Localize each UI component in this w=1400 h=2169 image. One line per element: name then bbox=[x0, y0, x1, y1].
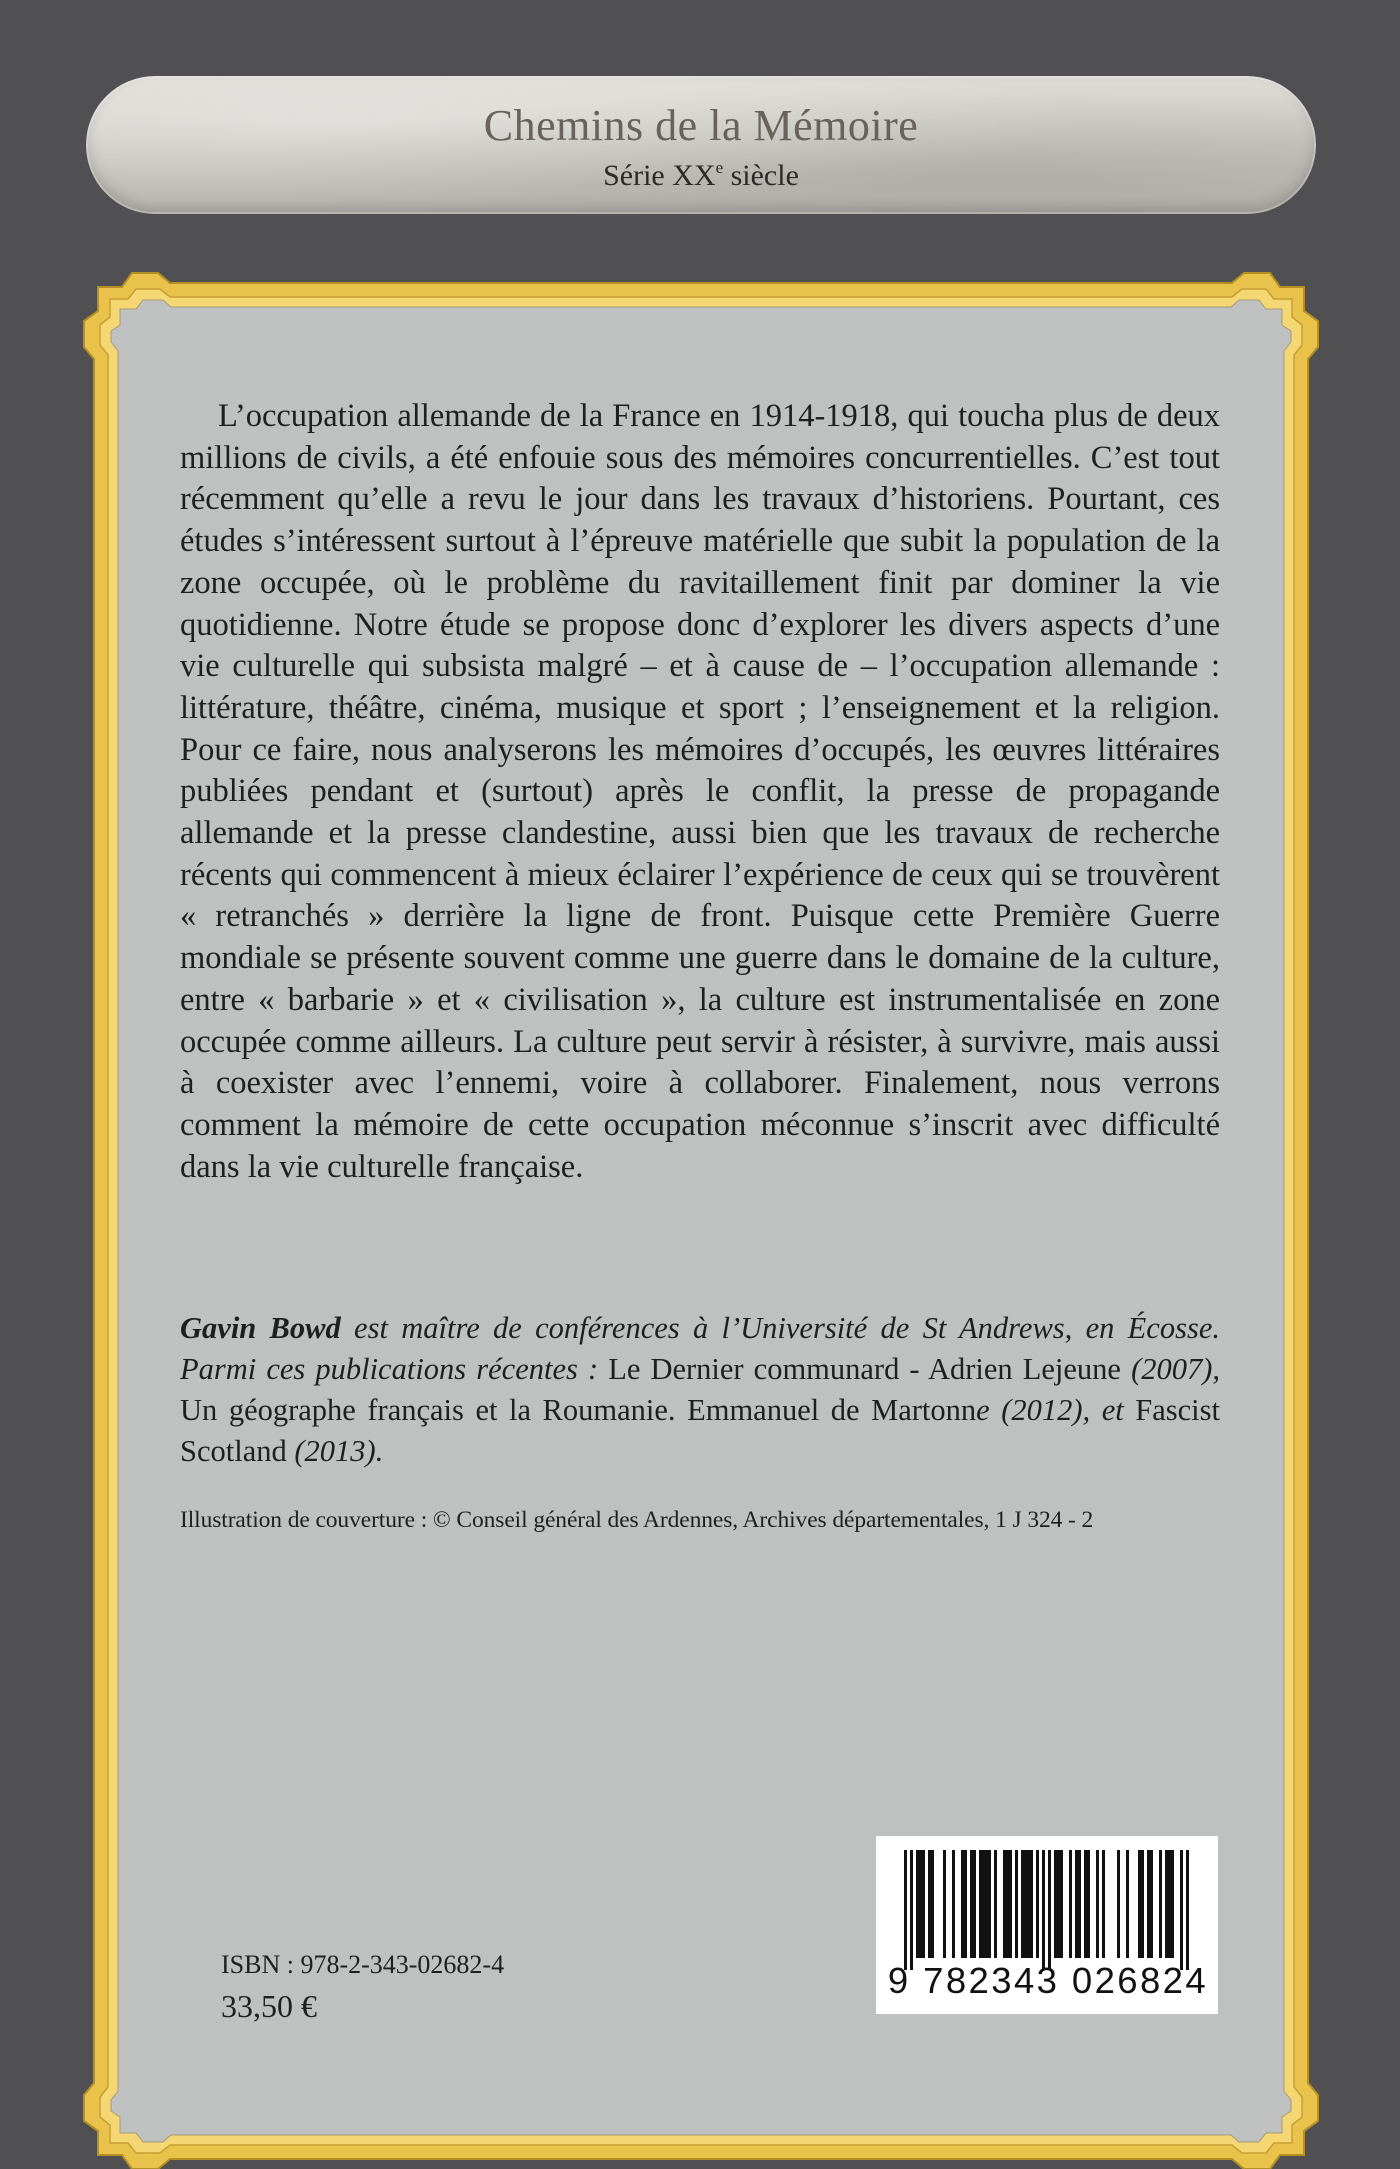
barcode-bar bbox=[982, 1850, 985, 1958]
barcode-bar bbox=[952, 1850, 955, 1958]
book-summary: L’occupation allemande de la France en 1914-1918, qui toucha plus de deux millions de civils, a été enfouie sous des mémoires concurrentielles. C’est tout récemment qu’elle a revu le jour dans les travaux d’historiens. Pourtant, ces études s’intéressent surtout à l’épreuve matérielle que subit la population de la zone occupée, où le problème du ravitaillement finit par dominer la vie quotidienne. Notre étude se propose donc d’explorer les divers aspects d’une vie culturelle qui subsista malgré – et à cause de – l’occupation allemande : littérature, théâtre, cinéma, musique et sport ; l’enseignement et la religion. Pour ce faire, nous analyserons les mémoires d’occupés, les œuvres littéraires publiées pendant et (surtout) après le conflit, la presse de propagande allemande et la presse clandestine, aussi bien que les travaux de recherche récents qui commencent à mieux éclairer l’expérience de ceux qui se trouvèrent « retranchés » derrière la ligne de front. Puisque cette Première Guerre mondiale se présente souvent comme une guerre dans le domaine de la culture, entre « barbarie » et « civilisation », la culture est instrumentalisée en zone occupée comme ailleurs. La culture peut servir à résister, à survivre, mais aussi à coexister avec l’ennemi, voire à collaborer. Finalement, nous verrons comment la mémoire de cette occupation méconnue s’inscrit avec difficulté dans la vie culturelle française. bbox=[180, 398, 1220, 1185]
barcode-bar bbox=[931, 1850, 934, 1958]
barcode-bar bbox=[1036, 1850, 1039, 1958]
barcode-bar bbox=[979, 1850, 982, 1958]
barcode-bar bbox=[1150, 1850, 1153, 1958]
series-subtitle-suffix: siècle bbox=[723, 159, 799, 192]
barcode-bar bbox=[1102, 1850, 1105, 1958]
author-name: Gavin Bowd bbox=[180, 1311, 341, 1345]
barcode-bar bbox=[910, 1850, 913, 1970]
barcode-bar bbox=[1096, 1850, 1099, 1958]
barcode-bar bbox=[904, 1850, 907, 1970]
barcode-bar bbox=[1060, 1850, 1063, 1958]
book-title-2: Un géographe français et la Roumanie. Emmanuel de Marton bbox=[180, 1393, 961, 1427]
barcode-bar bbox=[970, 1850, 973, 1958]
author-role: est maître de conférences à l’Université de St Andrews, en Écosse. bbox=[340, 1311, 1220, 1345]
barcode-bar bbox=[1027, 1850, 1030, 1958]
book-year-1: (2007), bbox=[1120, 1352, 1221, 1386]
barcode bbox=[876, 1836, 1218, 2014]
barcode-bar bbox=[1069, 1850, 1072, 1958]
book-title-2-end: n bbox=[960, 1393, 977, 1427]
barcode-bar bbox=[1042, 1850, 1045, 1970]
barcode-bar bbox=[961, 1850, 964, 1958]
series-subtitle bbox=[86, 158, 1316, 193]
book-year-2: e (2012), et bbox=[976, 1393, 1136, 1427]
barcode-bar bbox=[985, 1850, 988, 1958]
barcode-bar bbox=[1159, 1850, 1162, 1958]
barcode-bar bbox=[1147, 1850, 1150, 1958]
barcode-bar bbox=[922, 1850, 925, 1958]
barcode-bar bbox=[1138, 1850, 1141, 1958]
series-banner bbox=[86, 76, 1316, 214]
barcode-bar bbox=[1165, 1850, 1168, 1958]
barcode-bar bbox=[1084, 1850, 1087, 1958]
publications-intro: Parmi ces publications récentes : bbox=[180, 1352, 609, 1386]
barcode-bar bbox=[1180, 1850, 1183, 1970]
barcode-bar bbox=[1117, 1850, 1120, 1958]
barcode-bar bbox=[916, 1850, 919, 1958]
barcode-bar bbox=[928, 1850, 931, 1958]
barcode-bar bbox=[1075, 1850, 1078, 1958]
barcode-bar bbox=[1009, 1850, 1012, 1958]
series-title: Chemins de la Mémoire bbox=[483, 101, 919, 150]
barcode-bar bbox=[1015, 1850, 1018, 1958]
barcode-bar bbox=[1054, 1850, 1057, 1958]
barcode-bar bbox=[1024, 1850, 1027, 1958]
barcode-bar bbox=[1087, 1850, 1090, 1958]
price: 33,50 € bbox=[221, 1988, 317, 2024]
barcode-bar bbox=[943, 1850, 946, 1958]
book-title-1: Le Dernier communard - Adrien Lejeune bbox=[608, 1352, 1121, 1386]
barcode-bar bbox=[1126, 1850, 1129, 1958]
barcode-bar bbox=[1021, 1850, 1024, 1958]
barcode-bar bbox=[1057, 1850, 1060, 1958]
barcode-bar bbox=[1168, 1850, 1171, 1958]
barcode-bar bbox=[1171, 1850, 1174, 1958]
barcode-bar bbox=[1141, 1850, 1144, 1958]
isbn: ISBN : 978-2-343-02682-4 bbox=[221, 1950, 505, 1979]
barcode-bar bbox=[973, 1850, 976, 1958]
cover-credit: Illustration de couverture : © Conseil général des Ardennes, Archives départementales, 1 J 324 - 2 bbox=[180, 1507, 1094, 1533]
series-subtitle-superscript: e bbox=[715, 158, 724, 177]
book-year-3: (2013). bbox=[286, 1434, 384, 1468]
barcode-bar bbox=[919, 1850, 922, 1958]
barcode-bar bbox=[988, 1850, 991, 1958]
barcode-digits: 9 782343 026824 bbox=[887, 1960, 1209, 2001]
barcode-bar bbox=[1048, 1850, 1051, 1970]
barcode-bar bbox=[1003, 1850, 1006, 1958]
barcode-bar bbox=[1078, 1850, 1081, 1958]
barcode-bar bbox=[994, 1850, 997, 1958]
barcode-bar bbox=[1186, 1850, 1189, 1970]
author-bio bbox=[180, 1308, 1220, 1472]
barcode-bar bbox=[964, 1850, 967, 1958]
barcode-bar bbox=[1030, 1850, 1033, 1958]
book-title-3: Fascist Scotland bbox=[180, 1393, 1220, 1468]
series-subtitle-prefix: Série XX bbox=[603, 159, 716, 192]
barcode-bar bbox=[1006, 1850, 1009, 1958]
